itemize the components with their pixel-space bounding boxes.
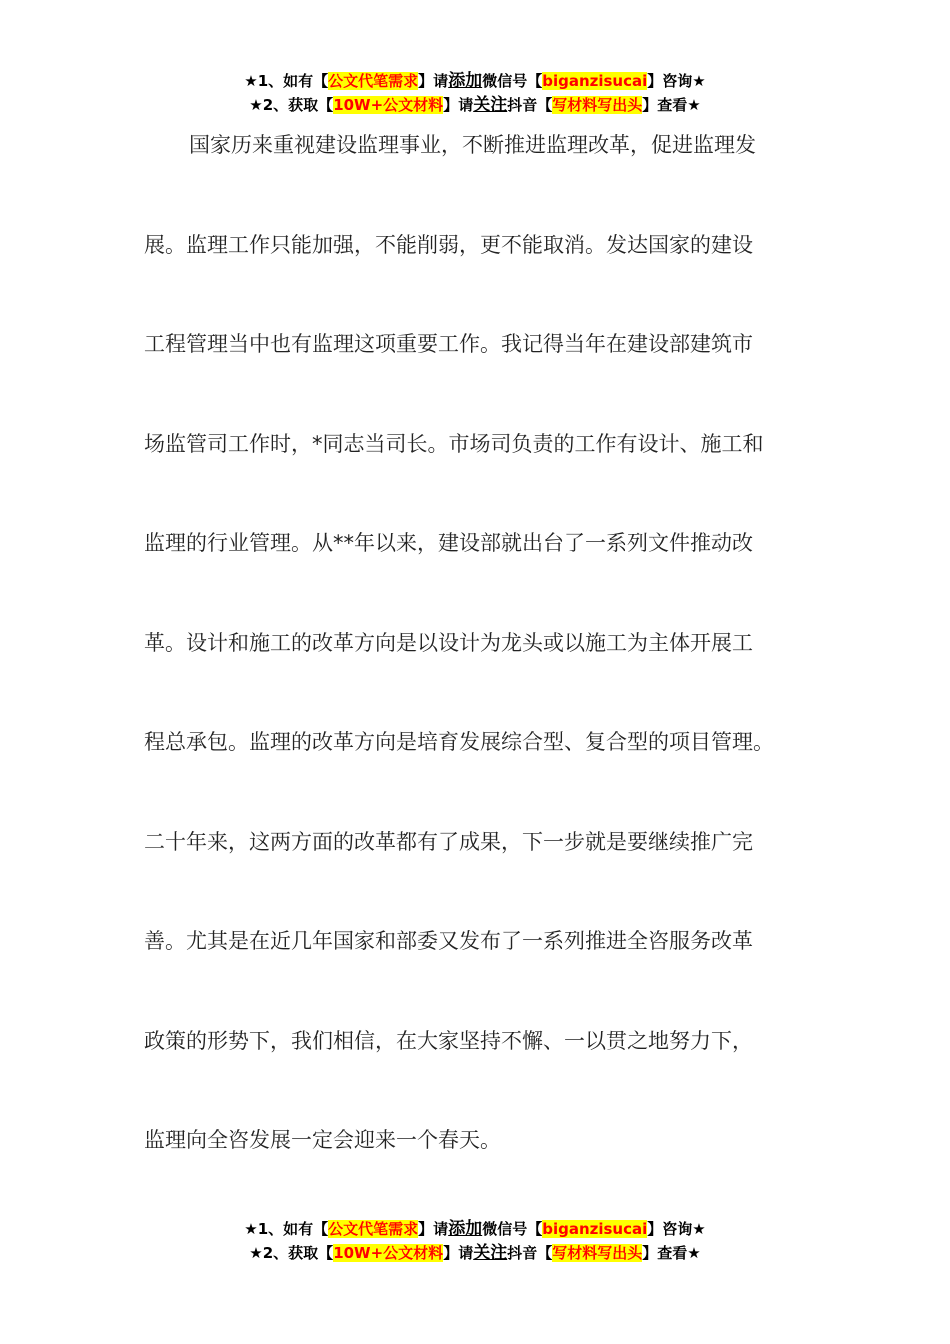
body-line: 二十年来，这两方面的改革都有了成果，下一步就是要继续推广完 (144, 829, 753, 854)
banner-text: 抖音【 (507, 96, 553, 114)
footer-banner (0, 1217, 950, 1265)
banner-highlight: 写材料写出头 (552, 1244, 643, 1262)
banner-text: 微信号【 (482, 72, 543, 90)
banner-text: 微信号【 (482, 1220, 543, 1238)
banner-text: 】咨询★ (647, 1220, 706, 1238)
star-icon: ★ (244, 72, 258, 90)
banner-emphasis: 关注 (473, 95, 508, 115)
banner-highlight: 写材料写出头 (552, 96, 643, 114)
body-line: 国家历来重视建设监理事业，不断推进监理改革，促进监理发 (189, 133, 756, 157)
body-line: 展。监理工作只能加强，不能削弱，更不能取消。发达国家的建设 (144, 232, 753, 257)
banner-text: 】请 (443, 96, 474, 114)
banner-text: 】请 (418, 72, 449, 90)
banner-text: 】咨询★ (647, 72, 706, 90)
body-line: 程总承包。监理的改革方向是培育发展综合型、复合型的项目管理。 (144, 730, 774, 754)
banner-highlight: 公文代笔需求 (328, 1220, 419, 1238)
banner-highlight: biganzisucai (542, 1220, 648, 1238)
body-line: 监理的行业管理。从**年以来，建设部就出台了一系列文件推动改 (144, 531, 753, 555)
banner-highlight: 10W+公文材料 (333, 96, 444, 114)
banner-emphasis: 添加 (448, 71, 483, 91)
banner-text: 抖音【 (507, 1244, 553, 1262)
banner-text: 】查看★ (642, 96, 701, 114)
banner-text: 】请 (443, 1244, 474, 1262)
document-body (144, 125, 814, 1220)
banner-text: 1、如有【 (257, 72, 329, 90)
banner-text: 1、如有【 (257, 1220, 329, 1238)
banner-line-1 (0, 69, 950, 93)
body-line: 场监管司工作时，*同志当司长。市场司负责的工作有设计、施工和 (144, 431, 764, 456)
banner-line-2 (0, 1241, 950, 1265)
body-line: 善。尤其是在近几年国家和部委又发布了一系列推进全咨服务改革 (144, 929, 753, 953)
banner-highlight: 10W+公文材料 (333, 1244, 444, 1262)
banner-text: 】查看★ (642, 1244, 701, 1262)
banner-highlight: biganzisucai (542, 72, 648, 90)
banner-line-2 (0, 93, 950, 117)
banner-line-1 (0, 1217, 950, 1241)
body-line: 革。设计和施工的改革方向是以设计为龙头或以施工为主体开展工 (144, 630, 753, 655)
star-icon: ★ (249, 1244, 263, 1262)
banner-emphasis: 添加 (448, 1219, 483, 1239)
body-line: 工程管理当中也有监理这项重要工作。我记得当年在建设部建筑市 (144, 332, 753, 356)
star-icon: ★ (244, 1220, 258, 1238)
header-banner (0, 69, 950, 117)
banner-emphasis: 关注 (473, 1243, 508, 1263)
body-line: 政策的形势下，我们相信，在大家坚持不懈、一以贯之地努力下， (144, 1028, 753, 1053)
banner-text: 】请 (418, 1220, 449, 1238)
star-icon: ★ (249, 96, 263, 114)
banner-text: 2、获取【 (262, 1244, 334, 1262)
banner-highlight: 公文代笔需求 (328, 72, 419, 90)
banner-text: 2、获取【 (262, 96, 334, 114)
body-line: 监理向全咨发展一定会迎来一个春天。 (144, 1128, 501, 1152)
